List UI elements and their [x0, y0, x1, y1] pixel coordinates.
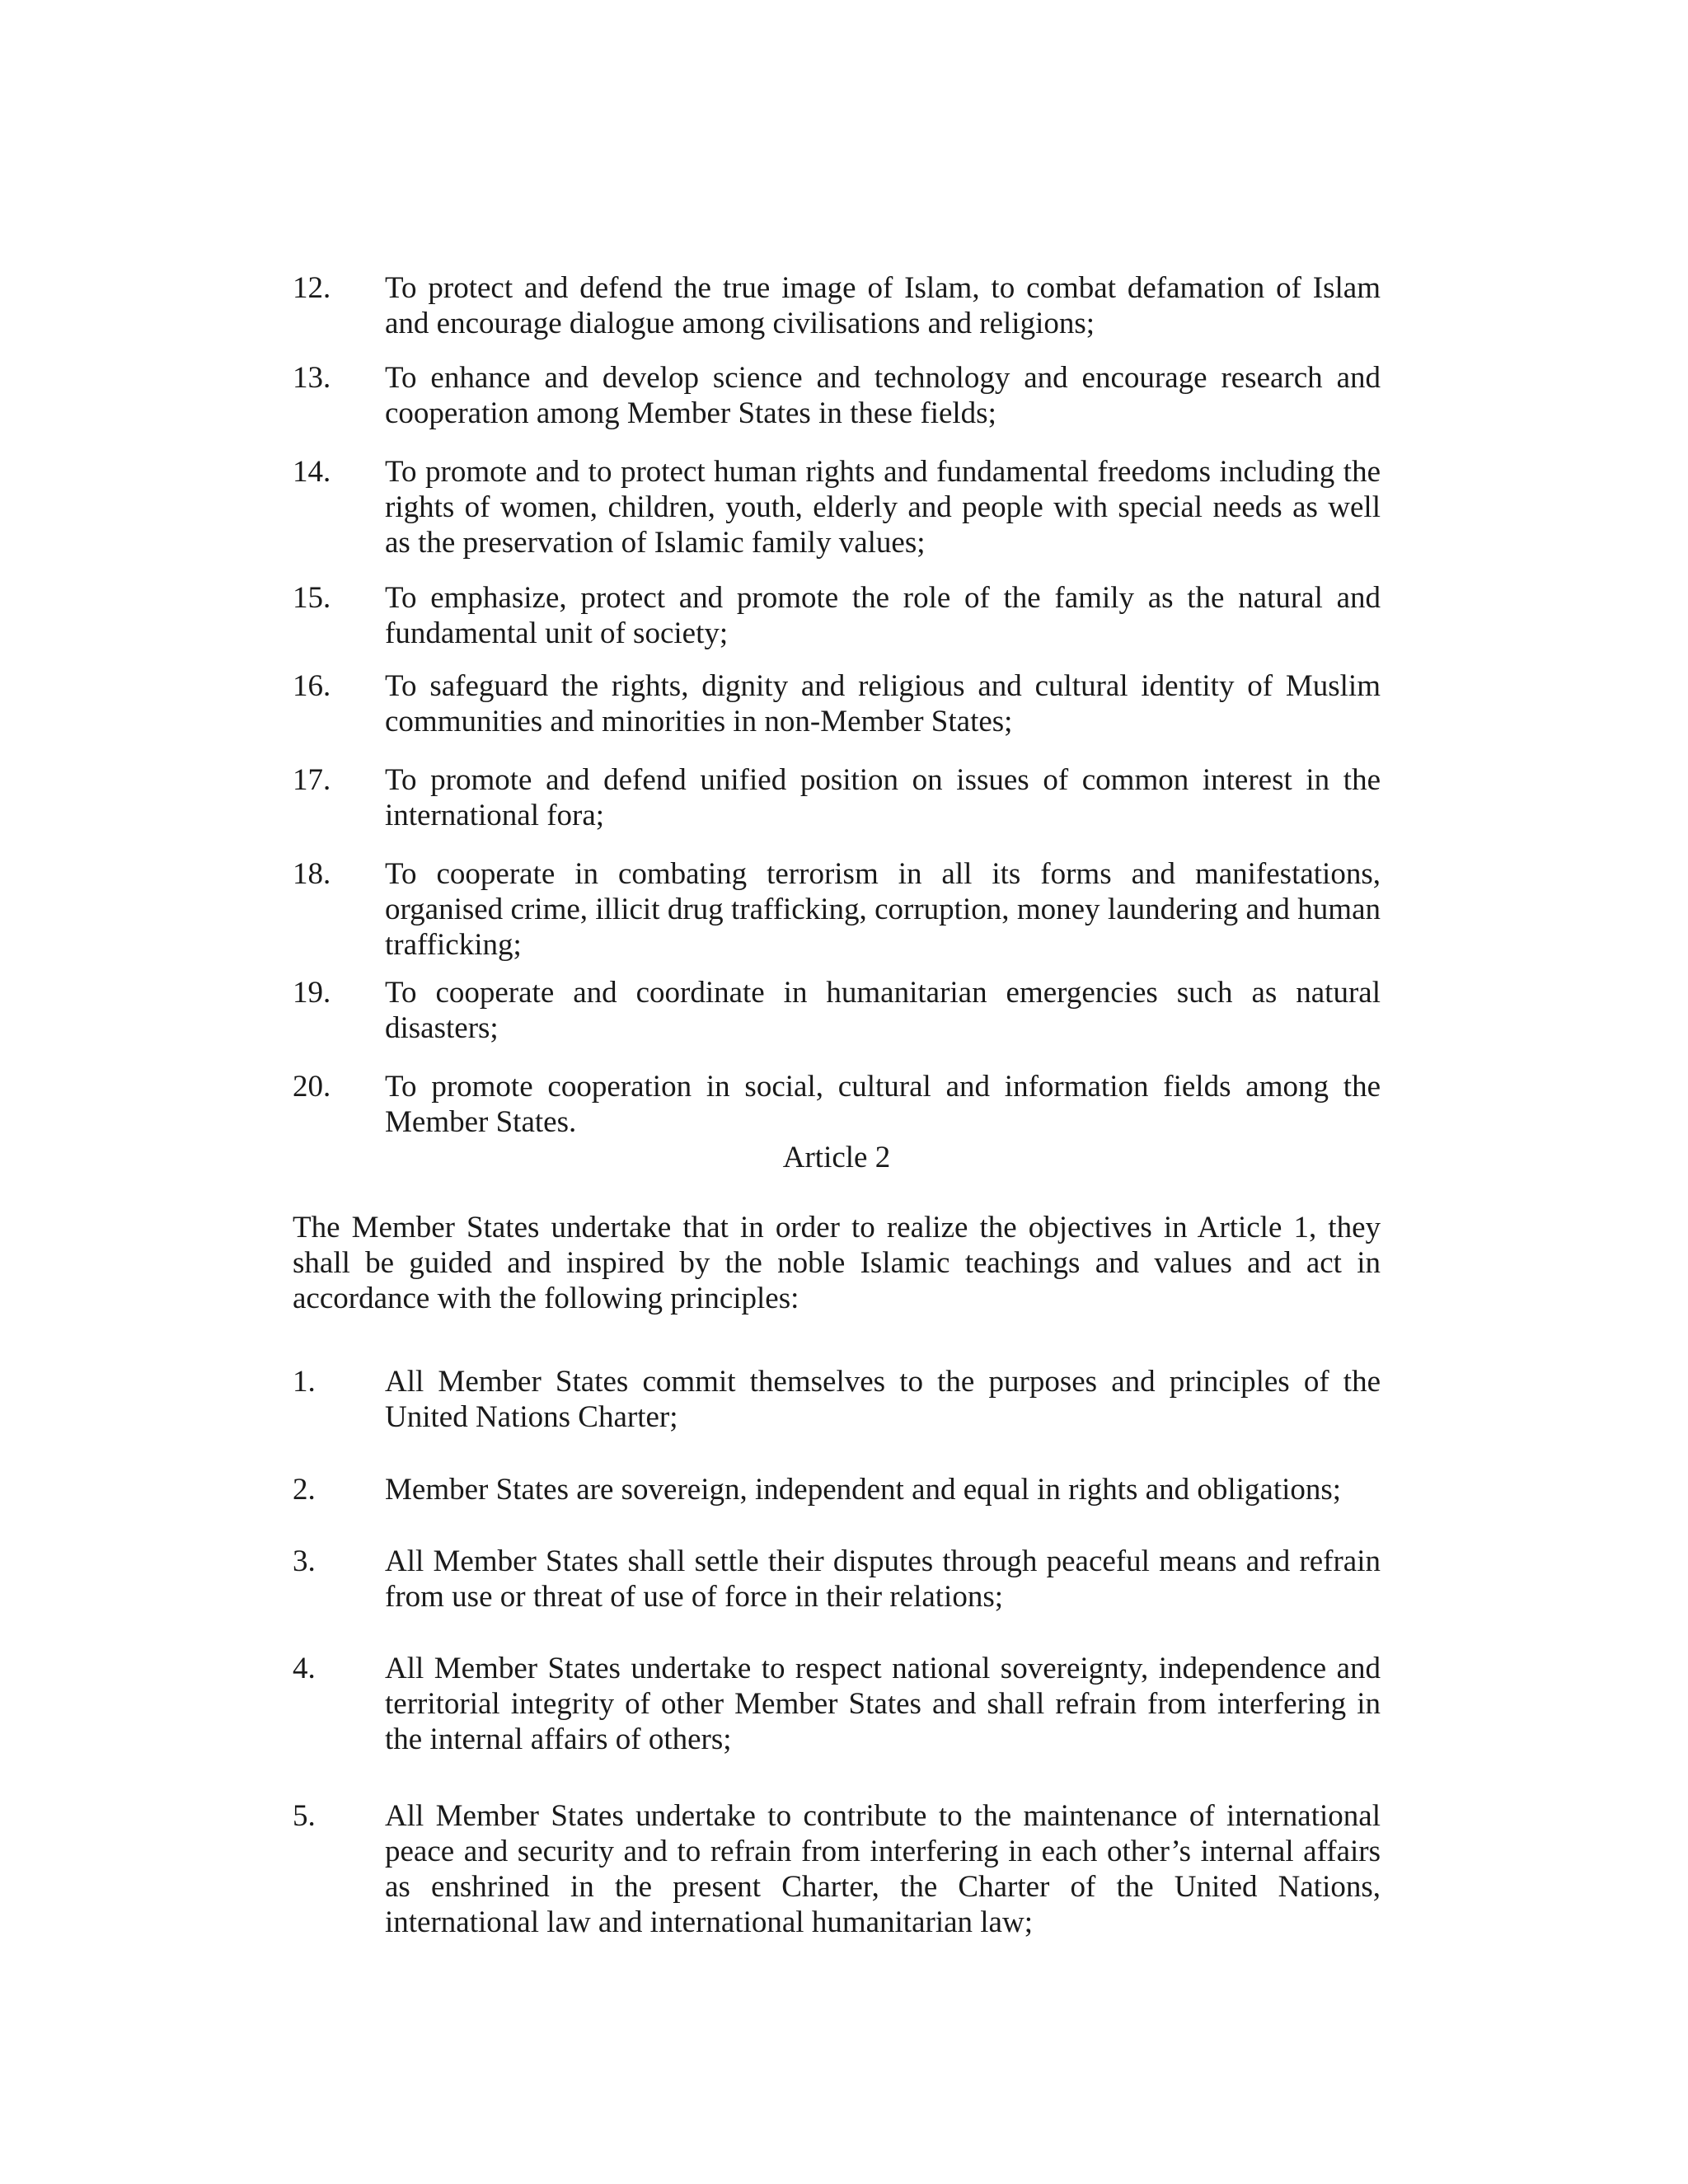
objective-item	[293, 975, 1381, 1046]
principle-item	[293, 1651, 1381, 1757]
objective-number: 14.	[293, 455, 331, 489]
principle-item	[293, 1364, 1381, 1435]
article-intro: The Member States undertake that in order to realize the objectives in Article 1, they shall be guided and inspired by the noble Islamic teachings and values and act in accordance with the following principles:	[293, 1211, 1381, 1315]
objective-text: To cooperate in combating terrorism in all its forms and manifestations, organised crime, illicit drug trafficking, corruption, money laundering and human trafficking;	[385, 857, 1381, 962]
objective-text: To promote cooperation in social, cultural and information fields among the Member States.	[385, 1070, 1381, 1139]
objective-text: To enhance and develop science and technology and encourage research and cooperation among Member States in these fields;	[385, 361, 1381, 430]
objective-number: 13.	[293, 361, 331, 395]
objective-item	[293, 668, 1381, 739]
principle-text: All Member States undertake to respect national sovereignty, independence and territorial integrity of other Member States and shall refrain from interfering in the internal affairs of others;	[385, 1652, 1381, 1756]
objective-item	[293, 762, 1381, 833]
principle-number: 2.	[293, 1473, 316, 1507]
principle-item	[293, 1798, 1381, 1940]
objective-number: 17.	[293, 763, 331, 797]
objective-text: To safeguard the rights, dignity and religious and cultural identity of Muslim communities and minorities in non-Member States;	[385, 669, 1381, 738]
principle-text: Member States are sovereign, independent and equal in rights and obligations;	[385, 1473, 1342, 1507]
objective-item	[293, 580, 1381, 651]
article-heading: Article 2	[782, 1141, 891, 1174]
objective-item	[293, 1069, 1381, 1140]
principle-text: All Member States shall settle their disputes through peaceful means and refrain from use or threat of use of force in their relations;	[385, 1544, 1381, 1614]
principle-item	[293, 1544, 1381, 1615]
objective-number: 15.	[293, 581, 331, 615]
objective-number: 20.	[293, 1070, 331, 1104]
objective-text: To promote and to protect human rights and fundamental freedoms including the rights of women, children, youth, elderly and people with special needs as well as the preservation of Islamic family values;	[385, 455, 1381, 560]
principle-number: 4.	[293, 1652, 316, 1685]
objective-item	[293, 270, 1381, 341]
principle-number: 5.	[293, 1799, 316, 1833]
objective-number: 16.	[293, 669, 331, 703]
objective-item	[293, 360, 1381, 431]
objective-text: To emphasize, protect and promote the role of the family as the natural and fundamental unit of society;	[385, 581, 1381, 650]
objective-number: 19.	[293, 976, 331, 1010]
objective-item	[293, 856, 1381, 963]
objective-number: 12.	[293, 271, 331, 305]
principle-text: All Member States undertake to contribute to the maintenance of international peace and security and to refrain from interfering in each other’s internal affairs as enshrined in the present Charter, the Charter of the United Nations, international law and international humanitarian law;	[385, 1799, 1381, 1939]
principle-item	[293, 1472, 1381, 1507]
objective-text: To cooperate and coordinate in humanitarian emergencies such as natural disasters;	[385, 976, 1381, 1045]
objective-number: 18.	[293, 857, 331, 891]
principle-number: 3.	[293, 1544, 316, 1578]
objective-text: To protect and defend the true image of Islam, to combat defamation of Islam and encourage dialogue among civilisations and religions;	[385, 271, 1381, 340]
objective-text: To promote and defend unified position on issues of common interest in the international fora;	[385, 763, 1381, 832]
principle-number: 1.	[293, 1365, 316, 1399]
principle-text: All Member States commit themselves to the purposes and principles of the United Nations Charter;	[385, 1365, 1381, 1434]
objective-item	[293, 454, 1381, 560]
